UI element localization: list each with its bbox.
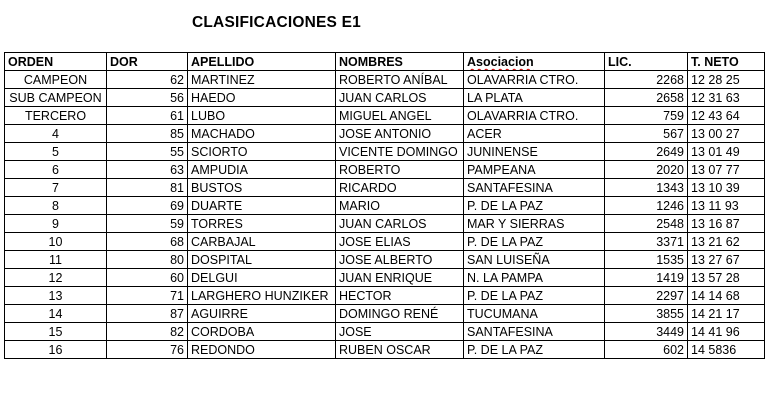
cell-orden-text: 12 (48, 271, 63, 285)
cell-apellido (188, 161, 336, 179)
cell-nombres (336, 107, 464, 125)
cell-orden-text: 10 (48, 235, 63, 249)
results-table (4, 52, 765, 359)
cell-lic: 2268 (605, 71, 688, 89)
cell-orden (5, 89, 107, 107)
cell-asociacion: P. DE LA PAZ (464, 287, 605, 305)
cell-apellido (188, 215, 336, 233)
cell-nombres (336, 89, 464, 107)
cell-apellido (188, 341, 336, 359)
cell-asociacion: LA PLATA (464, 89, 605, 107)
cell-dor: 55 (107, 143, 188, 161)
cell-neto: 14 5836 (688, 341, 765, 359)
cell-apellido (188, 251, 336, 269)
page-title: CLASIFICACIONES E1 (192, 14, 361, 31)
cell-lic: 2020 (605, 161, 688, 179)
cell-apellido (188, 287, 336, 305)
cell-asociacion: MAR Y SIERRAS (464, 215, 605, 233)
cell-nombres-text: JOSE ANTONIO (339, 127, 432, 141)
cell-nombres-text: MIGUEL ANGEL (339, 109, 432, 123)
cell-nombres (336, 215, 464, 233)
cell-apellido-text: TORRES (191, 217, 243, 231)
cell-neto: 13 00 27 (688, 125, 765, 143)
cell-nombres (336, 125, 464, 143)
cell-apellido (188, 323, 336, 341)
cell-orden (5, 233, 107, 251)
cell-lic: 2297 (605, 287, 688, 305)
cell-nombres-text: ROBERTO (339, 163, 401, 177)
cell-apellido-text: MACHADO (191, 127, 255, 141)
cell-neto: 13 07 77 (688, 161, 765, 179)
header-apellido: APELLIDO (188, 53, 336, 71)
cell-asociacion: P. DE LA PAZ (464, 233, 605, 251)
cell-dor: 68 (107, 233, 188, 251)
cell-neto: 13 01 49 (688, 143, 765, 161)
cell-orden-text: 8 (52, 199, 59, 213)
cell-asociacion: TUCUMANA (464, 305, 605, 323)
cell-nombres (336, 71, 464, 89)
cell-nombres-text: JUAN CARLOS (339, 91, 427, 105)
cell-apellido-text: DOSPITAL (191, 253, 252, 267)
table-row (5, 287, 765, 305)
cell-asociacion: OLAVARRIA CTRO. (464, 71, 605, 89)
cell-lic: 2658 (605, 89, 688, 107)
cell-orden-text: CAMPEON (23, 73, 88, 87)
cell-nombres (336, 197, 464, 215)
cell-lic: 3449 (605, 323, 688, 341)
table-row (5, 341, 765, 359)
cell-orden-text: 7 (52, 181, 59, 195)
cell-apellido (188, 233, 336, 251)
cell-orden-text: SUB CAMPEON (9, 91, 102, 105)
cell-orden (5, 287, 107, 305)
cell-apellido (188, 305, 336, 323)
table-row (5, 269, 765, 287)
cell-orden (5, 341, 107, 359)
cell-apellido (188, 89, 336, 107)
cell-orden (5, 161, 107, 179)
cell-orden (5, 269, 107, 287)
cell-lic: 1535 (605, 251, 688, 269)
cell-neto: 13 10 39 (688, 179, 765, 197)
cell-nombres-text: JUAN ENRIQUE (339, 271, 433, 285)
cell-nombres (336, 305, 464, 323)
cell-nombres-text: RICARDO (339, 181, 397, 195)
cell-neto: 12 31 63 (688, 89, 765, 107)
cell-orden (5, 251, 107, 269)
cell-lic: 1246 (605, 197, 688, 215)
cell-dor: 69 (107, 197, 188, 215)
cell-asociacion: N. LA PAMPA (464, 269, 605, 287)
cell-orden-text: 13 (48, 289, 63, 303)
table-row (5, 161, 765, 179)
cell-dor: 82 (107, 323, 188, 341)
cell-orden (5, 323, 107, 341)
cell-apellido (188, 71, 336, 89)
cell-apellido (188, 107, 336, 125)
table-row (5, 179, 765, 197)
cell-asociacion: JUNINENSE (464, 143, 605, 161)
cell-nombres (336, 323, 464, 341)
cell-apellido (188, 125, 336, 143)
cell-apellido-text: REDONDO (191, 343, 255, 357)
cell-nombres (336, 161, 464, 179)
cell-nombres (336, 179, 464, 197)
table-row (5, 197, 765, 215)
header-asociacion (464, 53, 605, 71)
cell-lic: 567 (605, 125, 688, 143)
table-row (5, 251, 765, 269)
cell-neto: 13 11 93 (688, 197, 765, 215)
cell-orden (5, 125, 107, 143)
header-dor: DOR (107, 53, 188, 71)
cell-lic: 602 (605, 341, 688, 359)
header-neto: T. NETO (688, 53, 765, 71)
cell-orden-text: 11 (49, 253, 62, 267)
table-row (5, 107, 765, 125)
cell-apellido (188, 179, 336, 197)
cell-lic: 2548 (605, 215, 688, 233)
cell-apellido-text: SCIORTO (191, 145, 248, 159)
cell-orden (5, 107, 107, 125)
cell-neto: 14 14 68 (688, 287, 765, 305)
cell-apellido-text: MARTINEZ (191, 73, 255, 87)
cell-nombres-text: JOSE (339, 325, 372, 339)
cell-asociacion: SAN LUISEÑA (464, 251, 605, 269)
cell-dor: 81 (107, 179, 188, 197)
cell-lic: 3371 (605, 233, 688, 251)
cell-dor: 63 (107, 161, 188, 179)
cell-orden-text: 6 (52, 163, 59, 177)
table-row (5, 125, 765, 143)
cell-lic: 1419 (605, 269, 688, 287)
cell-orden-text: 9 (52, 217, 59, 231)
cell-nombres-text: MARIO (339, 199, 380, 213)
header-lic: LIC. (605, 53, 688, 71)
header-asociacion-label: Asociacion (467, 55, 534, 69)
cell-orden-text: 5 (52, 145, 59, 159)
cell-nombres (336, 233, 464, 251)
cell-orden (5, 143, 107, 161)
cell-asociacion: P. DE LA PAZ (464, 341, 605, 359)
cell-neto: 13 27 67 (688, 251, 765, 269)
cell-apellido-text: AMPUDIA (191, 163, 248, 177)
cell-asociacion: SANTAFESINA (464, 179, 605, 197)
cell-orden-text: 14 (48, 307, 63, 321)
cell-dor: 56 (107, 89, 188, 107)
cell-nombres-text: ROBERTO ANÍBAL (339, 73, 448, 87)
cell-apellido (188, 197, 336, 215)
cell-apellido-text: CORDOBA (191, 325, 255, 339)
cell-nombres (336, 287, 464, 305)
table-row (5, 305, 765, 323)
cell-nombres-text: DOMINGO RENÉ (339, 307, 439, 321)
cell-lic: 3855 (605, 305, 688, 323)
table-row (5, 71, 765, 89)
cell-dor: 71 (107, 287, 188, 305)
cell-nombres-text: JOSE ELIAS (339, 235, 411, 249)
cell-neto: 13 16 87 (688, 215, 765, 233)
table-row (5, 215, 765, 233)
cell-nombres-text: JOSE ALBERTO (339, 253, 433, 267)
cell-asociacion: OLAVARRIA CTRO. (464, 107, 605, 125)
cell-neto: 12 43 64 (688, 107, 765, 125)
cell-dor: 59 (107, 215, 188, 233)
cell-lic: 1343 (605, 179, 688, 197)
table-row (5, 89, 765, 107)
header-nombres: NOMBRES (336, 53, 464, 71)
cell-dor: 60 (107, 269, 188, 287)
cell-lic: 759 (605, 107, 688, 125)
cell-orden-text: TERCERO (24, 109, 87, 123)
cell-apellido (188, 269, 336, 287)
cell-nombres-text: VICENTE DOMINGO (339, 145, 458, 159)
cell-dor: 76 (107, 341, 188, 359)
cell-nombres (336, 143, 464, 161)
cell-neto: 14 41 96 (688, 323, 765, 341)
cell-lic: 2649 (605, 143, 688, 161)
cell-nombres (336, 251, 464, 269)
cell-apellido-text: LUBO (191, 109, 226, 123)
cell-neto: 13 21 62 (688, 233, 765, 251)
cell-asociacion: P. DE LA PAZ (464, 197, 605, 215)
cell-asociacion: SANTAFESINA (464, 323, 605, 341)
cell-asociacion: PAMPEANA (464, 161, 605, 179)
cell-dor: 85 (107, 125, 188, 143)
header-row (5, 53, 765, 71)
cell-orden (5, 305, 107, 323)
cell-nombres (336, 341, 464, 359)
cell-apellido-text: BUSTOS (191, 181, 243, 195)
cell-dor: 87 (107, 305, 188, 323)
cell-apellido-text: DELGUI (191, 271, 238, 285)
cell-orden-text: 15 (48, 325, 63, 339)
cell-asociacion: ACER (464, 125, 605, 143)
cell-orden-text: 4 (52, 127, 59, 141)
cell-dor: 61 (107, 107, 188, 125)
cell-orden (5, 197, 107, 215)
cell-orden (5, 179, 107, 197)
cell-apellido-text: CARBAJAL (191, 235, 256, 249)
table-row (5, 323, 765, 341)
table-row (5, 143, 765, 161)
cell-orden (5, 215, 107, 233)
cell-nombres-text: HECTOR (339, 289, 392, 303)
cell-nombres-text: RUBEN OSCAR (339, 343, 431, 357)
cell-apellido-text: LARGHERO HUNZIKER (191, 289, 329, 303)
cell-neto: 14 21 17 (688, 305, 765, 323)
cell-apellido-text: HAEDO (191, 91, 236, 105)
table-row (5, 233, 765, 251)
cell-dor: 80 (107, 251, 188, 269)
cell-neto: 12 28 25 (688, 71, 765, 89)
cell-nombres (336, 269, 464, 287)
cell-nombres-text: JUAN CARLOS (339, 217, 427, 231)
cell-apellido-text: DUARTE (191, 199, 243, 213)
cell-apellido-text: AGUIRRE (191, 307, 248, 321)
cell-apellido (188, 143, 336, 161)
cell-dor: 62 (107, 71, 188, 89)
cell-orden-text: 16 (48, 343, 63, 357)
cell-neto: 13 57 28 (688, 269, 765, 287)
header-orden: ORDEN (5, 53, 107, 71)
cell-orden (5, 71, 107, 89)
